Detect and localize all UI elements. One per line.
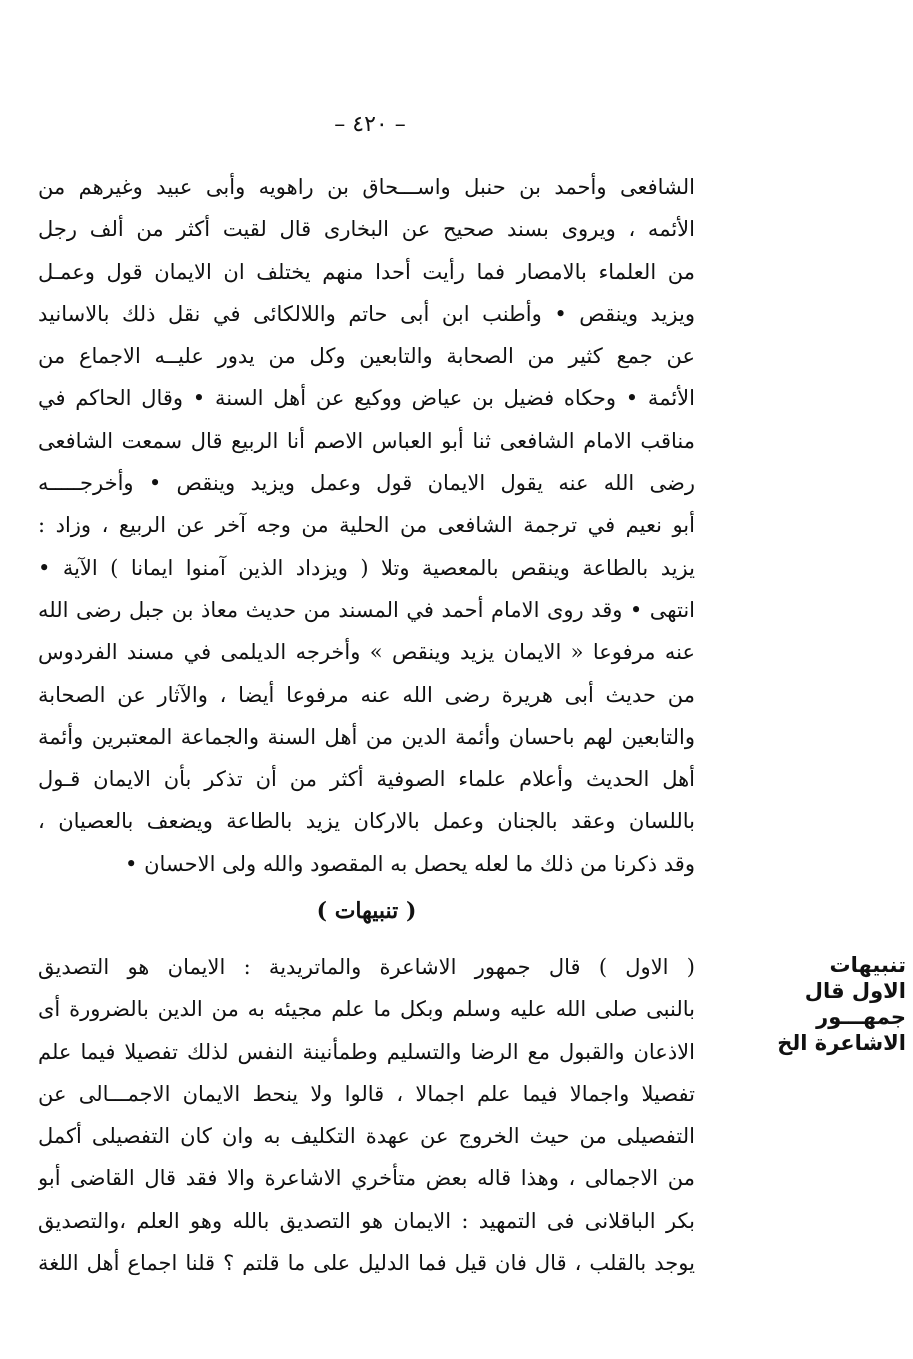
text-line: من العلماء بالامصار فما رأيت أحدا منهم يختلف ان الايمان قول وعمـل [38,259,695,284]
text-line: الأئمه ، ويروى بسند صحيح عن البخارى قال لقيت أكثر من ألف رجل [38,217,695,242]
text-line: بالنبى صلى الله عليه وسلم وبكل ما علم مجيئه به من الدين بالضرورة أى [38,997,695,1022]
margin-note-line: الاول قال [804,979,906,1003]
text-line: مناقب الامام الشافعى ثنا أبو العباس الاصم أنا الربيع قال سمعت الشافعى [38,428,695,453]
text-line: والتابعين لهم باحسان وأئمة الدين من أهل السنة والجماعة المعتبرين وأئمة [38,724,695,749]
text-line: عن جمع كثير من الصحابة والتابعين وكل من يدور عليــه الاجماع من [38,344,695,369]
section-text-block [38,946,695,1284]
text-line: أبو نعيم في ترجمة الشافعى من الحلية من وجه آخر عن الربيع ، وزاد : [38,513,695,538]
text-line: ( الاول ) قال جمهور الاشاعرة والماتريدية : الايمان هو التصديق [38,955,695,979]
section-heading: ( تنبيهات ) [316,898,417,924]
margin-note [736,952,906,1056]
page-number: – ٤٢٠ – [334,112,406,137]
text-line: من الاجمالى ، وهذا قاله بعض متأخري الاشاعرة والا فقد قال القاضى أبو [38,1166,695,1191]
margin-note-line: تنبيهات [829,953,906,977]
text-line: ويزيد وينقص • وأطنب ابن أبى حاتم واللالكائى في نقل ذلك بالاسانيد [38,301,695,326]
text-line: يزيد بالطاعة وينقص بالمعصية وتلا ( ويزداد الذين آمنوا ايمانا ) الآية • [38,555,695,580]
text-line: انتهى • وقد روى الامام أحمد في المسند من حديث معاذ بن جبل رضى الله [38,597,695,622]
text-line: وقد ذكرنا من ذلك ما لعله يحصل به المقصود والله ولى الاحسان • [125,851,695,876]
margin-note-line: جمهـــور [816,1005,906,1029]
text-line: يوجد بالقلب ، قال فان قيل فما الدليل على ما قلتم ؟ قلنا اجماع أهل اللغة [38,1251,695,1276]
text-line: التفصيلى من حيث الخروج عن عهدة التكليف به وان كان التفصيلى أكمل [38,1124,695,1149]
margin-note-line: الاشاعرة الخ [777,1031,906,1055]
text-line: رضى الله عنه يقول الايمان قول وعمل ويزيد وينقص • وأخرجـــــه [38,471,695,496]
text-line: الشافعى وأحمد بن حنبل واســـحاق بن راهويه وأبى عبيد وغيرهم من [38,175,695,199]
text-line: الاذعان والقبول مع الرضا والتسليم وطمأنينة النفس لذلك تفصيلا فيما علم [38,1039,695,1064]
text-line: من حديث أبى هريرة رضى الله عنه مرفوعا أيضا ، والآثار عن الصحابة [38,682,695,707]
text-line: أهل الحديث وأعلام علماء الصوفية أكثر من أن تذكر بأن الايمان قـول [38,767,695,792]
main-text-block [38,166,695,885]
text-line: باللسان وعقد بالجنان وعمل بالاركان يزيد بالطاعة ويضعف بالعصيان ، [38,809,695,834]
text-line: عنه مرفوعا « الايمان يزيد وينقص » وأخرجه الديلمى في مسند الفردوس [38,640,695,665]
text-line: الأئمة • وحكاه فضيل بن عياض ووكيع عن أهل السنة • وقال الحاكم في [38,386,695,411]
text-line: تفصيلا واجمالا فيما علم اجمالا ، قالوا ولا ينحط الايمان الاجمـــالى عن [38,1081,695,1106]
text-line: بكر الباقلانى فى التمهيد : الايمان هو التصديق بالله وهو العلم ،والتصديق [38,1208,695,1233]
